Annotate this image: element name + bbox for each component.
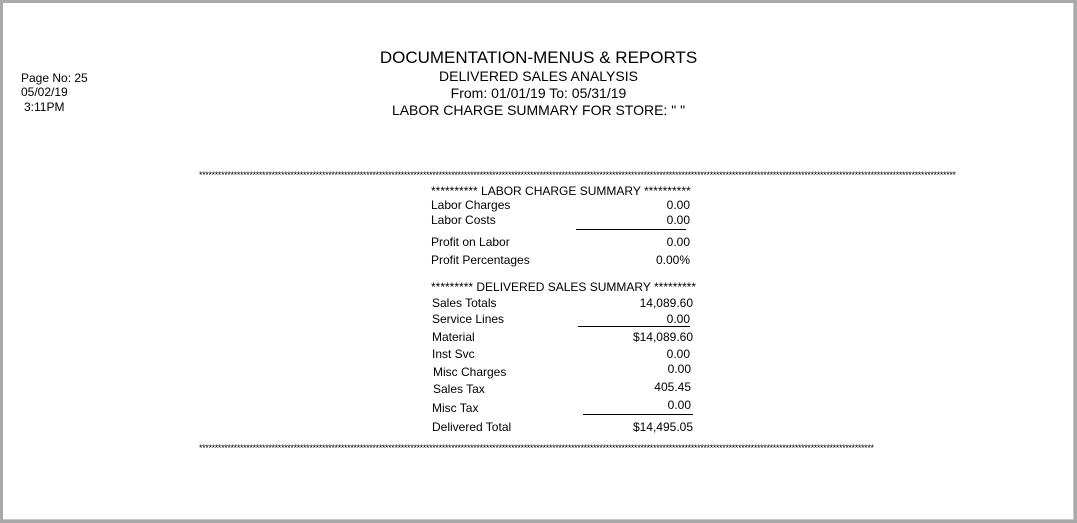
total-rule	[583, 414, 693, 415]
labor-costs-value: 0.00	[666, 213, 690, 227]
delivered-total-value: $14,495.05	[632, 420, 693, 434]
sales-totals-value: 14,089.60	[639, 296, 693, 310]
sales-tax-label: Sales Tax	[433, 382, 485, 396]
profit-percentages-value: 0.00%	[655, 253, 690, 267]
misc-tax-value: 0.00	[667, 398, 691, 412]
inst-svc-value: 0.00	[666, 347, 690, 361]
profit-percentages-label: Profit Percentages	[431, 253, 530, 267]
service-lines-label: Service Lines	[432, 312, 505, 326]
labor-costs-label: Labor Costs	[431, 213, 496, 227]
delivered-total-label: Delivered Total	[432, 420, 512, 434]
labor-subtotal-rule	[576, 229, 686, 230]
report-store-line: LABOR CHARGE SUMMARY FOR STORE: " "	[391, 102, 686, 118]
material-label: Material	[432, 330, 475, 344]
inst-svc-label: Inst Svc	[432, 347, 475, 361]
misc-charges-value: 0.00	[667, 362, 691, 376]
labor-charges-value: 0.00	[666, 198, 690, 212]
top-separator: ************************************************************************************************************************************************************************************************************************************************	[199, 170, 956, 180]
page-number: Page No: 25	[21, 71, 88, 85]
report-date-range: From: 01/01/19 To: 05/31/19	[450, 85, 627, 101]
report-title: DOCUMENTATION-MENUS & REPORTS	[379, 48, 698, 67]
report-subtitle: DELIVERED SALES ANALYSIS	[439, 68, 638, 84]
service-lines-value: 0.00	[666, 312, 690, 326]
labor-charges-label: Labor Charges	[431, 198, 511, 212]
report-page	[3, 3, 1074, 520]
profit-on-labor-label: Profit on Labor	[431, 235, 510, 249]
sales-totals-label: Sales Totals	[432, 296, 497, 310]
report-time: 3:11PM	[24, 100, 65, 114]
sales-tax-value: 405.45	[654, 380, 691, 394]
labor-summary-heading: ********** LABOR CHARGE SUMMARY **********	[431, 184, 691, 198]
delivered-summary-heading: ********* DELIVERED SALES SUMMARY *********	[431, 280, 697, 294]
profit-on-labor-value: 0.00	[666, 235, 690, 249]
misc-tax-label: Misc Tax	[432, 401, 479, 415]
material-value: $14,089.60	[632, 330, 693, 344]
report-date: 05/02/19	[21, 85, 68, 99]
misc-charges-label: Misc Charges	[433, 365, 507, 379]
material-subtotal-rule	[578, 326, 690, 327]
bottom-separator: **********************************************************************************************************************************************************************************************************************	[199, 443, 874, 453]
